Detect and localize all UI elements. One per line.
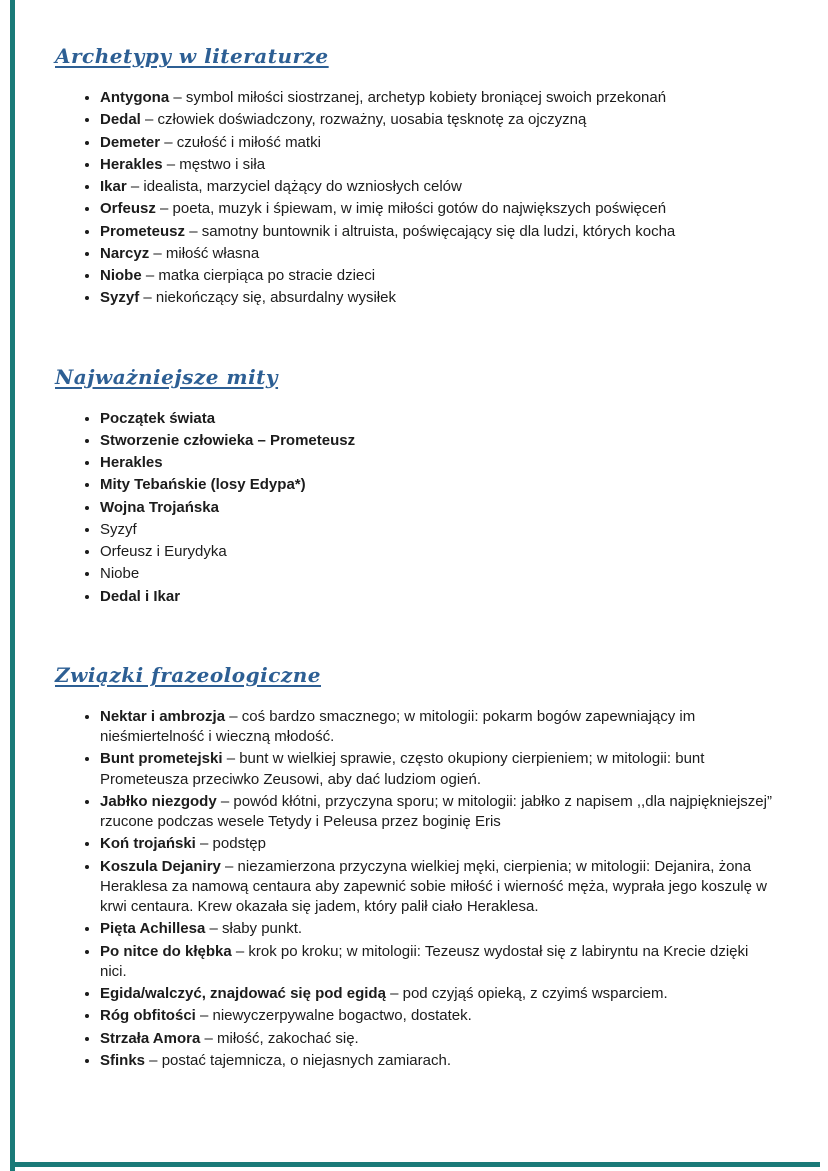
bullet-list (55, 707, 778, 1071)
list-item (100, 984, 778, 1004)
list-item (100, 919, 778, 939)
list-item (100, 1006, 778, 1026)
item-text: – niekończący się, absurdalny wysiłek (139, 289, 396, 307)
list-item (100, 498, 778, 518)
term-bold: Niobe (100, 267, 142, 284)
item-text: Syzyf (100, 520, 137, 538)
item-text: – symbol miłości siostrzanej, archetyp kobiety broniącej swoich przekonań (169, 89, 667, 106)
item-text: – pod czyjąś opieką, z czyimś wsparciem. (385, 985, 668, 1002)
page-border-left (10, 0, 15, 1171)
section-archetypes (55, 44, 778, 309)
item-text: – słaby punkt. (205, 920, 303, 938)
term-bold: Bunt prometejski (100, 750, 223, 768)
list-item (100, 542, 778, 562)
term-bold: Róg obfitości (100, 1007, 196, 1025)
list-item (100, 222, 778, 242)
item-text: – postać tajemnicza, o niejasnych zamiarach. (145, 1051, 451, 1069)
item-text: – podstęp (195, 835, 266, 853)
list-item (100, 110, 778, 130)
list-item (100, 199, 778, 219)
term-bold: Stworzenie człowieka – Prometeusz (100, 431, 356, 449)
term-bold: Dedal i Ikar (100, 587, 181, 605)
term-bold: Początek świata (100, 409, 216, 427)
list-item (100, 564, 778, 584)
item-text: – człowiek doświadczony, rozważny, uosabia tęsknotę za ojczyzną (140, 111, 587, 129)
term-bold: Koń trojański (100, 835, 196, 853)
list-item (100, 587, 778, 607)
term-bold: Antygona (100, 89, 170, 106)
list-item (100, 1051, 778, 1071)
list-item (100, 792, 778, 833)
item-text: – krok po kroku; w mitologii: Tezeusz wydostał się z labiryntu na Krecie dzięki nici. (100, 942, 749, 980)
item-text: – czułość i miłość matki (160, 133, 321, 151)
list-item (100, 707, 778, 748)
bullet-list (55, 88, 778, 309)
page-border-bottom (10, 1162, 820, 1167)
list-item (100, 431, 778, 451)
list-item (100, 834, 778, 854)
term-bold: Pięta Achillesa (100, 920, 206, 938)
term-bold: Dedal (100, 111, 141, 129)
term-bold: Syzyf (100, 289, 140, 307)
term-bold: Ikar (100, 178, 127, 195)
list-item (100, 475, 778, 495)
item-text: – powód kłótni, przyczyna sporu; w mitologii: jabłko z napisem ,,dla najpiękniejszej” rzucone podczas wesele Tetydy i Peleusa przez boginię Eris (100, 792, 772, 830)
list-item (100, 88, 778, 108)
item-text: – samotny buntownik i altruista, poświęcający się dla ludzi, których kocha (185, 222, 676, 240)
item-text: – bunt w wielkiej sprawie, często okupiony cierpieniem; w mitologii: bunt Prometeusza przeciwko Zeusowi, aby dać ludziom ogień. (100, 750, 705, 788)
term-bold: Narcyz (100, 244, 150, 262)
term-bold: Sfinks (100, 1051, 146, 1069)
item-text: – miłość własna (149, 244, 260, 262)
term-bold: Koszula Dejaniry (100, 857, 221, 875)
term-bold: Wojna Trojańska (100, 498, 219, 516)
item-text: – niezamierzona przyczyna wielkiej męki, cierpienia; w mitologii: Dejanira, żona Heraklesa za namową centaura aby zapewnić sobie miłość i wierność męża, wyprała jego koszulę w krwi centaura. Krew okazała się jadem, który palił ciało Heraklesa. (100, 857, 767, 915)
section-heading: Archetypy w literaturze (55, 44, 329, 68)
item-text: – niewyczerpywalne bogactwo, dostatek. (195, 1007, 472, 1025)
list-item (100, 155, 778, 175)
item-text: – poeta, muzyk i śpiewam, w imię miłości gotów do największych poświęceń (155, 200, 667, 218)
list-item (100, 133, 778, 153)
list-item (100, 266, 778, 286)
term-bold: Prometeusz (100, 222, 186, 240)
bullet-list (55, 409, 778, 607)
term-bold: Herakles (100, 454, 163, 471)
section-heading: Najważniejsze mity (55, 364, 279, 389)
list-item (100, 288, 778, 308)
item-text: – idealista, marzyciel dążący do wzniosłych celów (126, 178, 462, 195)
item-text: – coś bardzo smacznego; w mitologii: pokarm bogów zapewniający im nieśmiertelność i wieczną młodość. (100, 707, 696, 745)
list-item (100, 177, 778, 197)
term-bold: Herakles (100, 155, 163, 173)
term-bold: Nektar i ambrozja (100, 707, 226, 725)
term-bold: Po nitce do kłębka (100, 942, 232, 960)
page-content (55, 44, 778, 1073)
section-phraseology (55, 663, 778, 1071)
term-bold: Egida/walczyć, znajdować się pod egidą (100, 985, 386, 1002)
item-text: – męstwo i siła (162, 155, 266, 173)
section-myths (55, 365, 778, 607)
term-bold: Mity Tebańskie (losy Edypa*) (100, 476, 306, 494)
section-heading: Związki frazeologiczne (55, 662, 321, 687)
list-item (100, 409, 778, 429)
item-text: Niobe (100, 565, 140, 583)
list-item (100, 244, 778, 264)
list-item (100, 749, 778, 790)
term-bold: Jabłko niezgody (100, 792, 217, 810)
term-bold: Orfeusz (100, 200, 156, 218)
item-text: Orfeusz i Eurydyka (100, 543, 227, 560)
list-item (100, 520, 778, 540)
item-text: – matka cierpiąca po stracie dzieci (141, 267, 376, 284)
list-item (100, 857, 778, 918)
list-item (100, 942, 778, 983)
item-text: – miłość, zakochać się. (200, 1029, 359, 1047)
term-bold: Demeter (100, 133, 161, 151)
term-bold: Strzała Amora (100, 1029, 201, 1047)
list-item (100, 1029, 778, 1049)
list-item (100, 453, 778, 473)
